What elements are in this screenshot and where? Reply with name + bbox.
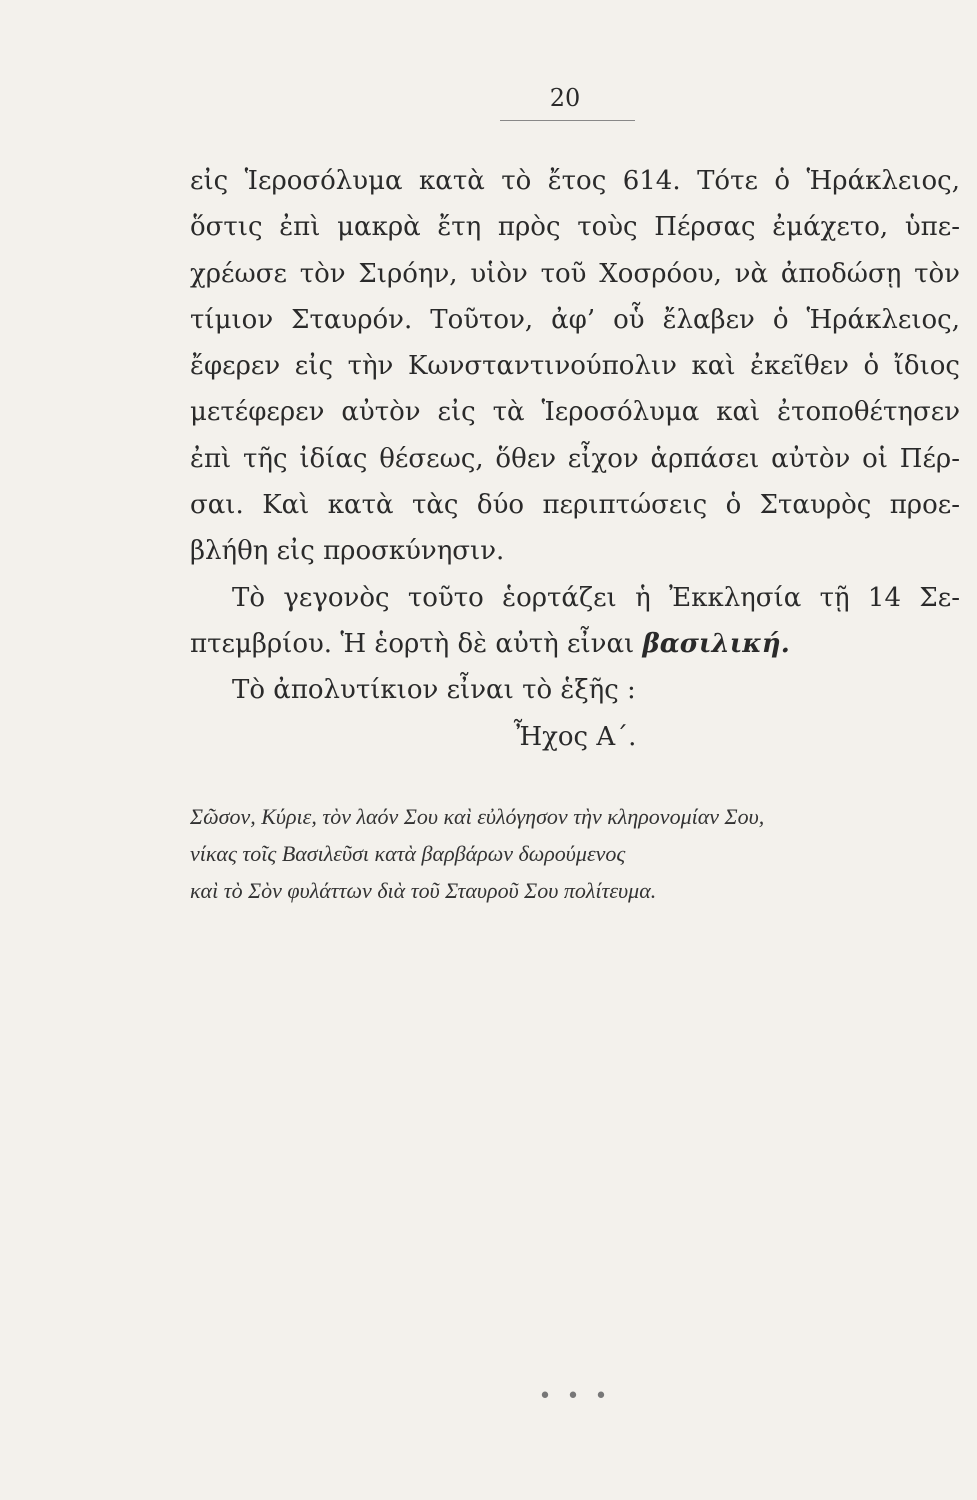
- hymn-line: καὶ τὸ Σὸν φυλάττων διὰ τοῦ Σταυροῦ Σου πολίτευμα.: [190, 878, 657, 903]
- hymn-text: [190, 798, 965, 909]
- page-number: 20: [549, 84, 581, 112]
- header-rule: [500, 120, 635, 121]
- text-line: Τὸ γεγονὸς τοῦτο ἑορτάζει ἡ Ἐκκλησία τῇ 14 Σε-: [232, 582, 960, 613]
- text-line: χρέωσε τὸν Σιρόην, υἱὸν τοῦ Χοσρόου, νὰ ἀποδώσῃ τὸν: [190, 258, 960, 289]
- text-line: ἔφερεν εἰς τὴν Κωνσταντινούπολιν καὶ ἐκεῖθεν ὁ ἴδιος: [190, 351, 960, 382]
- text-line-prefix: πτεμβρίου. Ἡ ἑορτὴ δὲ αὐτὴ εἶναι: [190, 628, 635, 659]
- text-line: βλήθη εἰς προσκύνησιν.: [190, 536, 505, 567]
- text-line: ὅστις ἐπὶ μακρὰ ἔτη πρὸς τοὺς Πέρσας ἐμάχετο, ὑπε-: [190, 212, 960, 243]
- hymn-line: νίκας τοῖς Βασιλεῦσι κατὰ βαρβάρων δωρούμενος: [190, 841, 626, 866]
- text-line: εἰς Ἱεροσόλυμα κατὰ τὸ ἔτος 614. Τότε ὁ Ἡράκλειος,: [190, 166, 960, 196]
- hymn-line: Σῶσον, Κύριε, τὸν λαόν Σου καὶ εὐλόγησον τὴν κληρονομίαν Σου,: [190, 804, 765, 829]
- text-line: ἐπὶ τῆς ἰδίας θέσεως, ὅθεν εἶχον ἁρπάσει αὐτὸν οἱ Πέρ-: [190, 443, 960, 474]
- body-text: [190, 158, 960, 714]
- text-line: σαι. Καὶ κατὰ τὰς δύο περιπτώσεις ὁ Σταυρὸς προε-: [190, 490, 960, 521]
- text-line: μετέφερεν αὐτὸν εἰς τὰ Ἱεροσόλυμα καὶ ἐτοποθέτησεν: [190, 397, 960, 428]
- text-line: τίμιον Σταυρόν. Τοῦτον, ἀφ’ οὗ ἔλαβεν ὁ Ἡράκλειος,: [190, 304, 960, 335]
- text-line: Τὸ ἀπολυτίκιον εἶναι τὸ ἑξῆς :: [232, 675, 636, 706]
- emphasized-word: βασιλική.: [642, 628, 790, 659]
- footer-dots: • • •: [538, 1384, 612, 1409]
- tone-heading: Ἦχος Α΄.: [513, 722, 637, 752]
- text-line: [190, 621, 960, 667]
